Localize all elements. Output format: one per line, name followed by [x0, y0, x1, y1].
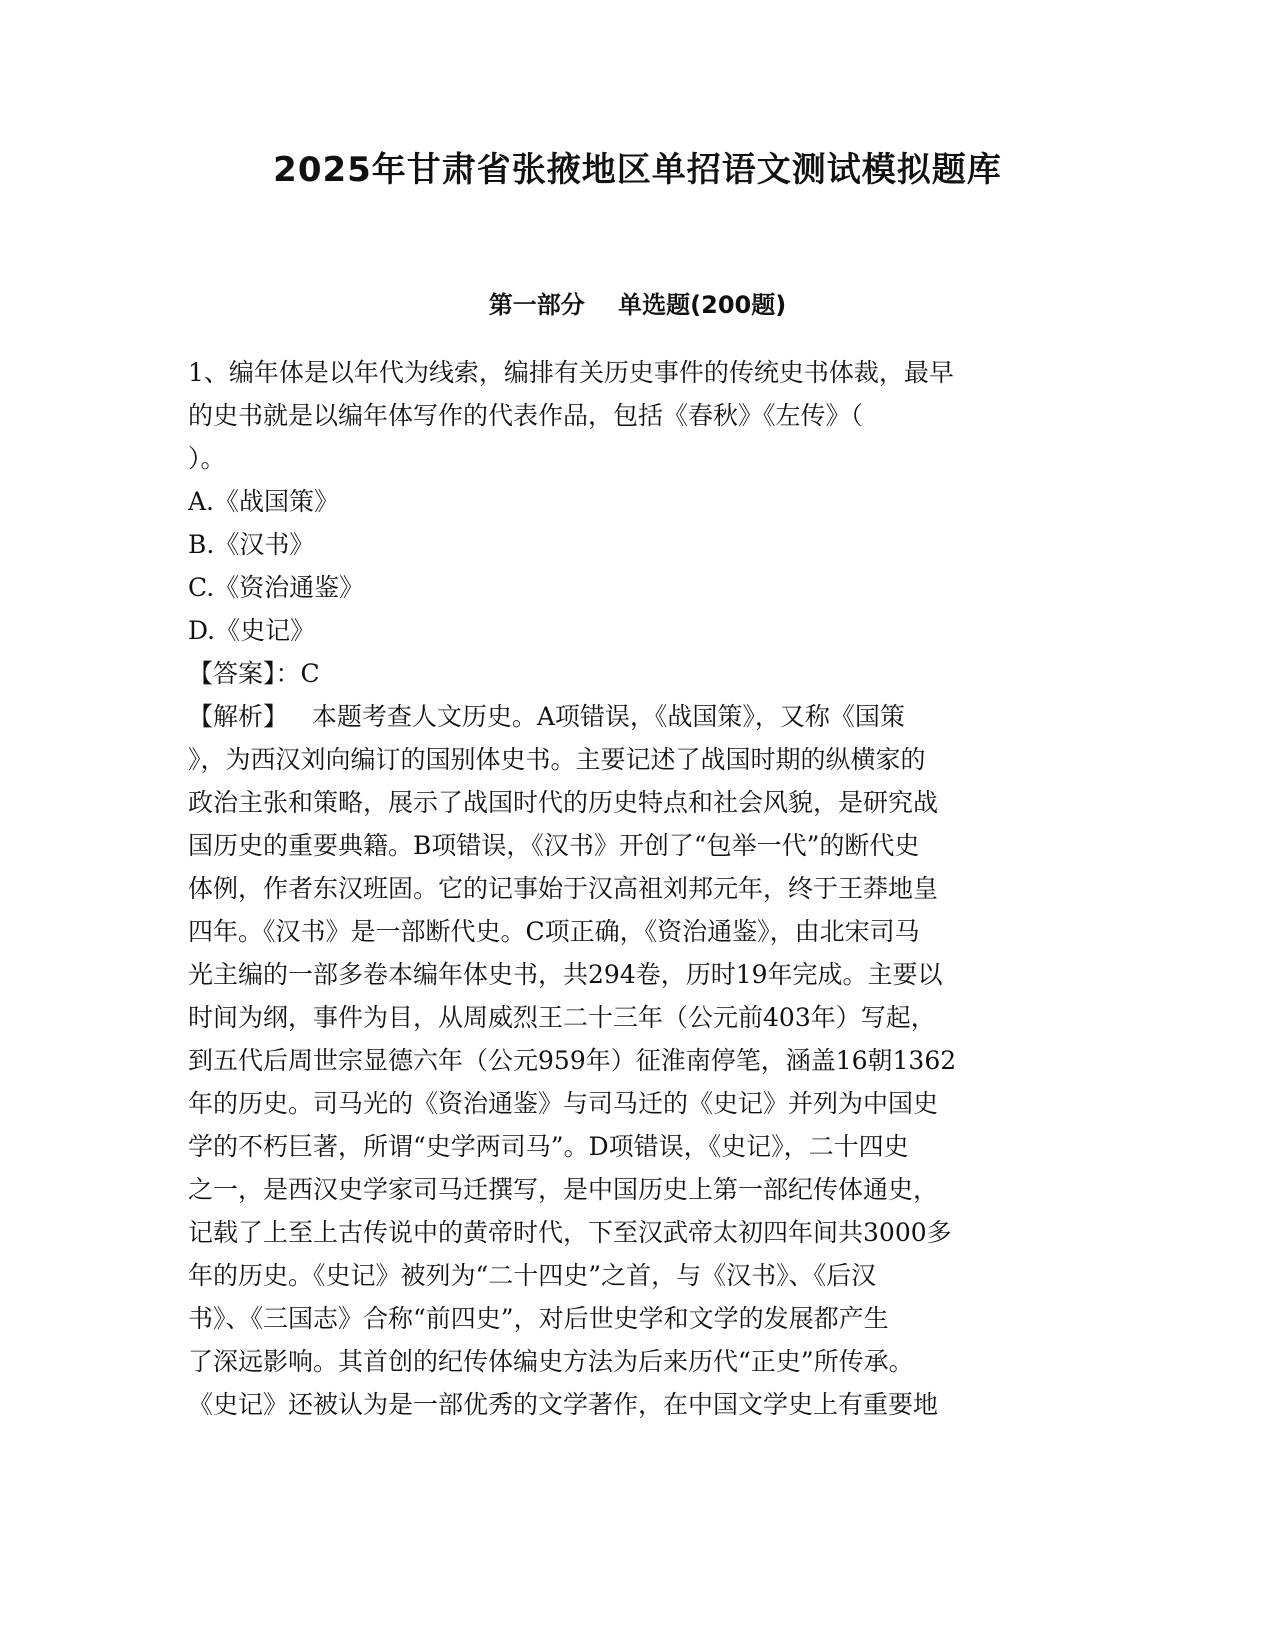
- analysis-line: 体例，作者东汉班固。它的记事始于汉高祖刘邦元年，终于王莽地皇: [188, 874, 939, 903]
- analysis-line: 》，为西汉刘向编订的国别体史书。主要记述了战国时期的纵横家的: [188, 745, 926, 774]
- question-block: [188, 351, 1088, 1426]
- analysis-line: 政治主张和策略，展示了战国时代的历史特点和社会风貌，是研究战: [188, 788, 939, 817]
- section-heading: 第一部分 单选题(200题): [488, 291, 787, 319]
- analysis-line: 学的不朽巨著，所谓“史学两司马”。D项错误，《史记》，二十四史: [188, 1132, 909, 1161]
- analysis-text: [188, 695, 1088, 1426]
- analysis-line: 记载了上至上古传说中的黄帝时代，下至汉武帝太初四年间共3000多: [188, 1218, 952, 1247]
- analysis-line: 到五代后周世宗显德六年（公元959年）征淮南停笔，涵盖16朝1362: [188, 1046, 957, 1075]
- analysis-line: 年的历史。司马光的《资治通鉴》与司马迁的《史记》并列为中国史: [188, 1089, 939, 1118]
- analysis-line: 之一，是西汉史学家司马迁撰写，是中国历史上第一部纪传体通史，: [188, 1175, 939, 1204]
- option-a: A.《战国策》: [188, 487, 340, 516]
- answer-line: 【答案】：C: [188, 659, 320, 688]
- question-stem-line: 1、编年体是以年代为线索，编排有关历史事件的传统史书体裁，最早: [188, 358, 954, 387]
- analysis-line: 年的历史。《史记》被列为“二十四史”之首，与《汉书》、《后汉: [188, 1261, 877, 1290]
- analysis-line: 时间为纲，事件为目，从周威烈王二十三年（公元前403年）写起，: [188, 1003, 936, 1032]
- analysis-line: 书》、《三国志》合称“前四史”，对后世史学和文学的发展都产生: [188, 1304, 889, 1333]
- analysis-line: 国历史的重要典籍。B项错误，《汉书》开创了“包举一代”的断代史: [188, 831, 920, 860]
- option-c: C.《资治通鉴》: [188, 573, 365, 602]
- analysis-line: 光主编的一部多卷本编年体史书，共294卷，历时19年完成。主要以: [188, 960, 943, 989]
- question-stem: [188, 351, 1088, 480]
- answer-options: [188, 480, 1088, 652]
- question-stem-line: ）。: [188, 444, 226, 473]
- analysis-line: 《史记》还被认为是一部优秀的文学著作，在中国文学史上有重要地: [188, 1390, 939, 1419]
- option-d: D.《史记》: [188, 616, 316, 645]
- analysis-line: 【解析】 本题考查人文历史。A项错误，《战国策》，又称《国策: [188, 702, 905, 731]
- option-b: B.《汉书》: [188, 530, 315, 559]
- document-title: 2025年甘肃省张掖地区单招语文测试模拟题库: [273, 150, 1002, 190]
- question-stem-line: 的史书就是以编年体写作的代表作品，包括《春秋》《左传》（: [188, 401, 864, 430]
- analysis-line: 四年。《汉书》是一部断代史。C项正确，《资治通鉴》，由北宋司马: [188, 917, 920, 946]
- analysis-line: 了深远影响。其首创的纪传体编史方法为后来历代“正史”所传承。: [188, 1347, 914, 1376]
